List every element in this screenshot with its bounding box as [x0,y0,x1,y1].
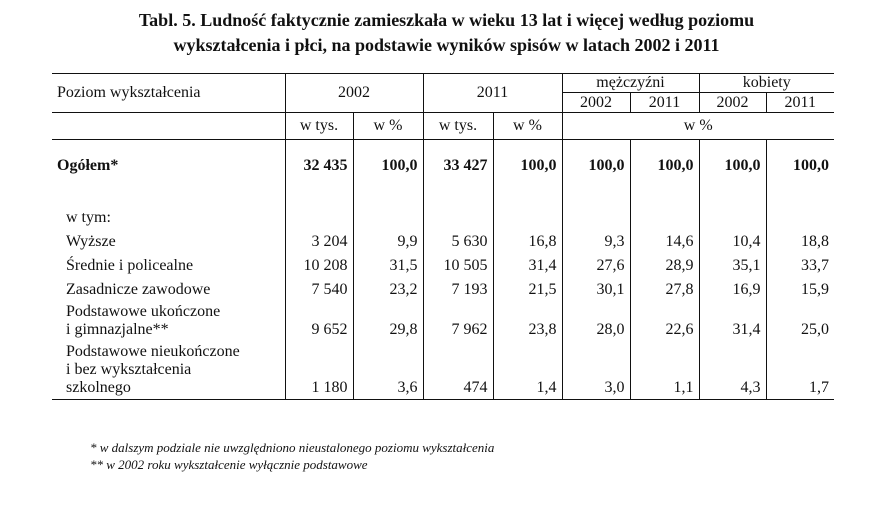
cell: 21,5 [493,275,562,299]
cell: 9 652 [285,299,353,339]
row-label: Średnie i policealne [66,256,194,274]
cell: 29,8 [353,299,423,339]
header-women-2011: 2011 [766,93,834,113]
cell: 100,0 [562,140,630,193]
total-row [52,140,834,193]
header-men: mężczyźni [562,74,699,93]
cell: 31,4 [699,299,766,339]
table-row [52,275,834,299]
row-label: Zasadnicze zawodowe [66,280,211,298]
footnote-1: * w dalszym podziale nie uwzględniono nieustalonego poziomu wykształcenia [90,440,495,455]
unit-2002-percent: w % [353,113,423,140]
cell: 474 [423,339,493,400]
cell: 3,0 [562,339,630,400]
row-label: Wyższe [66,232,116,250]
cell: 33,7 [766,251,834,275]
cell: 27,8 [630,275,699,299]
cell: 4,3 [699,339,766,400]
cell: 31,5 [353,251,423,275]
title-line-1: Tabl. 5. Ludność faktycznie zamieszkała w wieku 13 lat i więcej według poziomu [138,10,755,30]
unit-2002-thousands: w tys. [285,113,353,140]
header-men-2011: 2011 [630,93,699,113]
cell: 1,4 [493,339,562,400]
cell: 9,3 [562,227,630,251]
cell: 14,6 [630,227,699,251]
row-label-line: i gimnazjalne** [66,320,169,338]
table-row [52,339,834,400]
unit-2011-thousands: w tys. [423,113,493,140]
cell: 28,9 [630,251,699,275]
cell: 23,2 [353,275,423,299]
cell: 10,4 [699,227,766,251]
cell: 7 962 [423,299,493,339]
table-row [52,299,834,339]
header-row-3 [52,113,834,140]
cell: 30,1 [562,275,630,299]
cell: 100,0 [766,140,834,193]
cell: 10 505 [423,251,493,275]
row-label-line: Podstawowe nieukończone [66,343,240,360]
cell: 7 540 [285,275,353,299]
cell: 5 630 [423,227,493,251]
cell: 16,8 [493,227,562,251]
header-year-2002: 2002 [285,74,423,113]
cell: 100,0 [493,140,562,193]
cell: 3 204 [285,227,353,251]
cell: 9,9 [353,227,423,251]
footnotes [90,439,494,473]
row-label-line: szkolnego [66,379,131,396]
cell: 16,9 [699,275,766,299]
cell: 10 208 [285,251,353,275]
row-label [52,339,285,400]
table-title [0,8,893,58]
cell: 28,0 [562,299,630,339]
cell: 7 193 [423,275,493,299]
total-label: Ogółem* [57,157,119,175]
header-men-2002: 2002 [562,93,630,113]
in-which-row [52,193,834,227]
cell: 15,9 [766,275,834,299]
row-label-line: i bez wykształcenia [66,361,192,378]
unit-2011-percent: w % [493,113,562,140]
title-line-2: wykształcenia i płci, na podstawie wyników spisów w latach 2002 i 2011 [173,35,720,55]
row-label-line: Podstawowe ukończone [66,302,221,320]
table-row [52,227,834,251]
cell: 31,4 [493,251,562,275]
cell: 100,0 [630,140,699,193]
row-label [52,299,285,339]
cell: 1 180 [285,339,353,400]
cell: 23,8 [493,299,562,339]
cell: 100,0 [699,140,766,193]
cell: 1,1 [630,339,699,400]
header-women: kobiety [699,74,834,93]
footnote-2: ** w 2002 roku wykształcenie wyłącznie podstawowe [90,457,368,472]
cell: 18,8 [766,227,834,251]
cell: 32 435 [285,140,353,193]
in-which-label: w tym: [66,208,111,226]
cell: 3,6 [353,339,423,400]
cell: 33 427 [423,140,493,193]
header-row-1 [52,74,834,93]
education-table [52,73,834,400]
cell: 22,6 [630,299,699,339]
header-year-2011: 2011 [423,74,562,113]
header-women-2002: 2002 [699,93,766,113]
table-row [52,251,834,275]
cell: 27,6 [562,251,630,275]
cell: 1,7 [766,339,834,400]
cell: 100,0 [353,140,423,193]
header-row-label: Poziom wykształcenia [52,74,285,113]
cell: 35,1 [699,251,766,275]
cell: 25,0 [766,299,834,339]
unit-percent-span: w % [562,113,834,140]
